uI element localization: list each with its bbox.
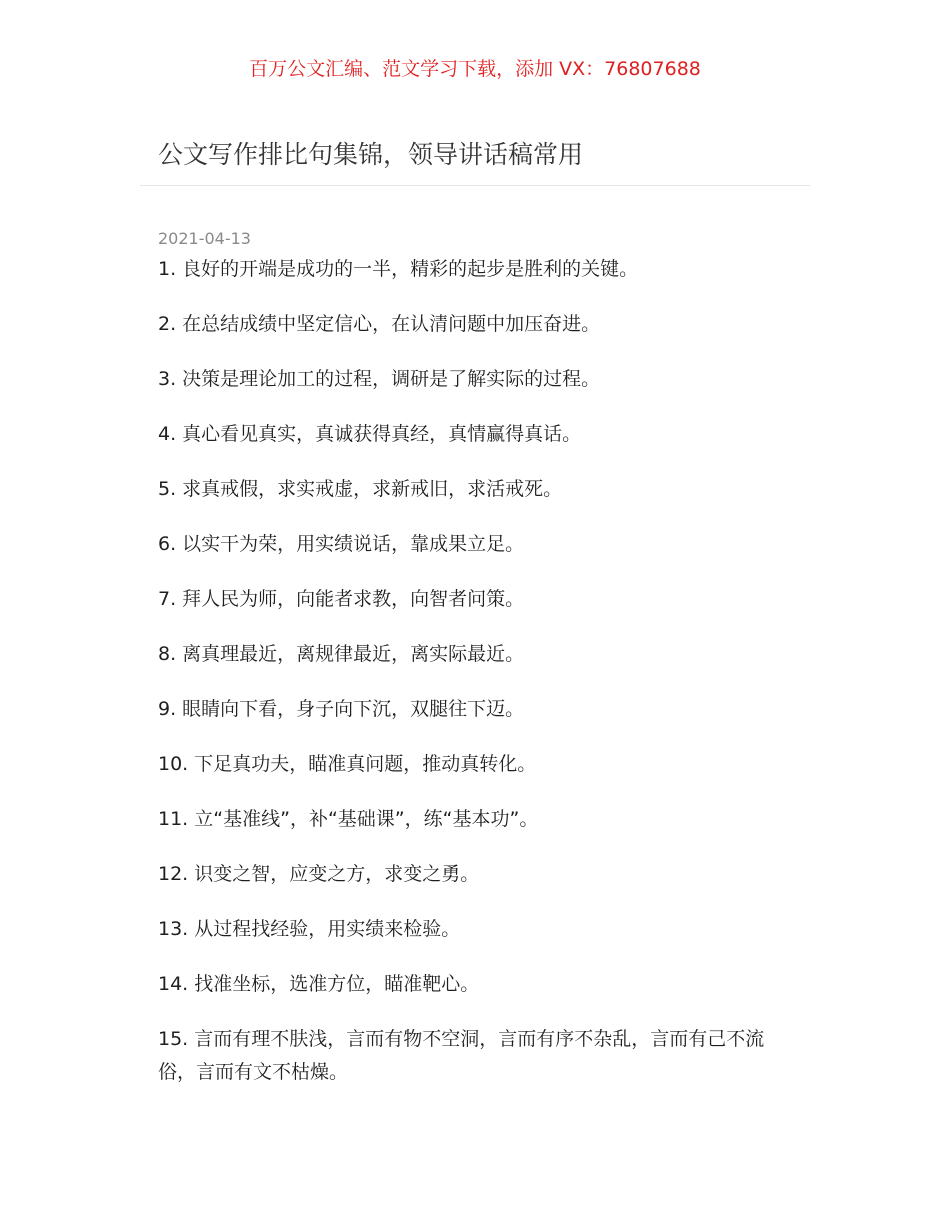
title-divider xyxy=(140,185,810,186)
list-item: 6. 以实干为荣，用实绩说话，靠成果立足。 xyxy=(158,533,525,555)
sentence-list xyxy=(158,253,798,1111)
list-item: 3. 决策是理论加工的过程，调研是了解实际的过程。 xyxy=(158,368,601,390)
list-item: 12. 识变之智，应变之方，求变之勇。 xyxy=(158,863,480,885)
promo-banner: 百万公文汇编、范文学习下载，添加 VX：76807688 xyxy=(249,58,701,80)
list-item: 11. 立“基准线”，补“基础课”，练“基本功”。 xyxy=(158,808,539,830)
list-item: 1. 良好的开端是成功的一半，精彩的起步是胜利的关键。 xyxy=(158,258,639,280)
list-item: 15. 言而有理不肤浅，言而有物不空洞，言而有序不杂乱，言而有己不流俗，言而有文不枯燥。 xyxy=(158,1028,765,1083)
list-item: 13. 从过程找经验，用实绩来检验。 xyxy=(158,918,461,940)
list-item: 8. 离真理最近，离规律最近，离实际最近。 xyxy=(158,643,525,665)
list-item: 14. 找准坐标，选准方位，瞄准靶心。 xyxy=(158,973,480,995)
publish-date: 2021-04-13 xyxy=(158,229,251,248)
article-title: 公文写作排比句集锦，领导讲话稿常用 xyxy=(158,140,584,169)
list-item: 4. 真心看见真实，真诚获得真经，真情赢得真话。 xyxy=(158,423,582,445)
list-item: 5. 求真戒假，求实戒虚，求新戒旧，求活戒死。 xyxy=(158,478,563,500)
list-item: 7. 拜人民为师，向能者求教，向智者问策。 xyxy=(158,588,525,610)
list-item: 9. 眼睛向下看，身子向下沉，双腿往下迈。 xyxy=(158,698,525,720)
list-item: 10. 下足真功夫，瞄准真问题，推动真转化。 xyxy=(158,753,537,775)
list-item: 2. 在总结成绩中坚定信心，在认清问题中加压奋进。 xyxy=(158,313,601,335)
